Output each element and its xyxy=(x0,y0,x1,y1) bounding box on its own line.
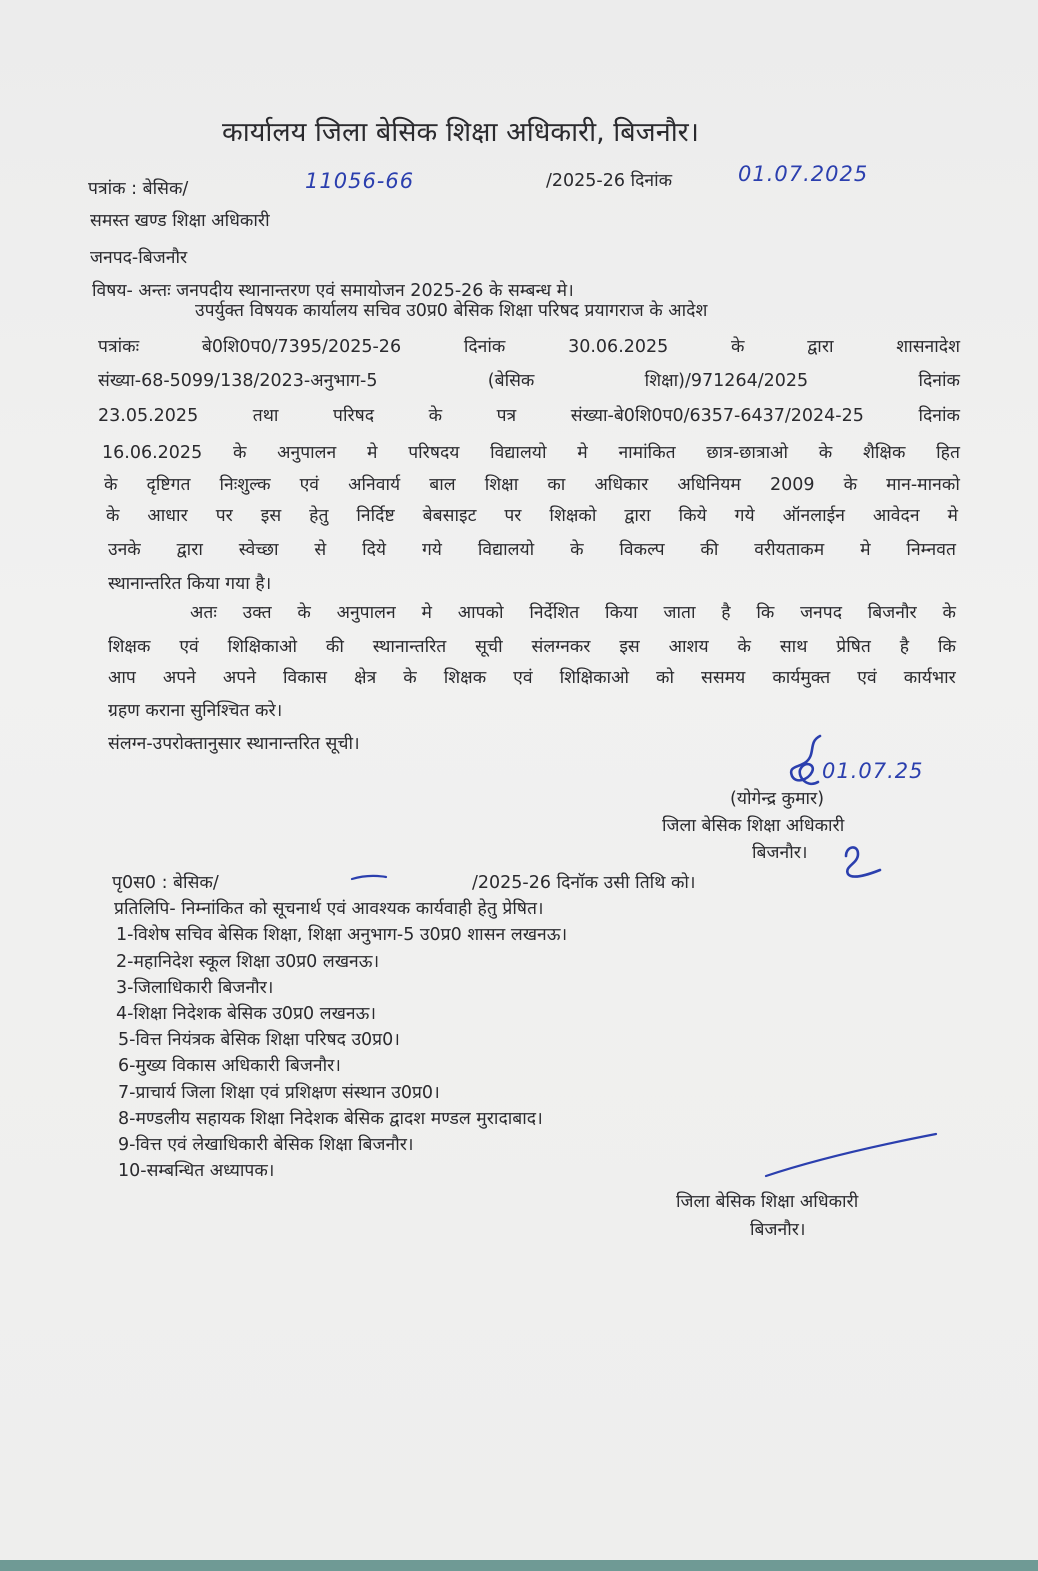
signatory-place: बिजनौर। xyxy=(752,843,808,863)
body-word: शिक्षको xyxy=(549,506,597,526)
ref-number-handwritten: 11056-66 xyxy=(305,169,415,193)
body-word: द्वारा xyxy=(176,540,203,560)
body-word: दिनांक xyxy=(918,371,960,391)
body-word: बाल xyxy=(429,475,456,495)
footer-signature-stroke xyxy=(764,1130,940,1180)
body-word: निर्देशित xyxy=(529,603,580,623)
body-word: विकास xyxy=(282,668,328,688)
bottom-edge-strip xyxy=(0,1560,1038,1571)
body-word: शिक्षिकाओ xyxy=(559,668,629,688)
body-line xyxy=(102,442,960,464)
body-word: संख्या-बे0शि0प0/6357-6437/2024-25 xyxy=(570,406,864,426)
body-line xyxy=(98,336,960,358)
body-word: शिक्षक xyxy=(108,637,151,657)
body-word: आशय xyxy=(668,637,709,657)
body-word: हेतु xyxy=(309,506,329,526)
body-word: इस xyxy=(619,637,640,657)
body-word: पत्रांकः xyxy=(98,337,140,357)
body-word: किये xyxy=(678,506,707,526)
body-word: शासनादेश xyxy=(896,337,960,357)
body-word: बिजनौर xyxy=(867,603,917,623)
body-word: तथा xyxy=(252,406,279,426)
body-word: उनके xyxy=(108,540,141,560)
body-word: अपने xyxy=(222,668,256,688)
office-title: कार्यालय जिला बेसिक शिक्षा अधिकारी, बिजनौर। xyxy=(222,117,699,148)
body-word: निम्नवत xyxy=(906,540,956,560)
body-word: द्वारा xyxy=(807,337,834,357)
body-line xyxy=(106,505,958,527)
body-word: प्रेषित xyxy=(836,637,871,657)
body-word: है xyxy=(721,603,731,623)
body-word: आधार xyxy=(147,506,188,526)
body-word: के xyxy=(403,668,417,688)
body-word: से xyxy=(314,540,327,560)
body-word: है xyxy=(899,637,910,657)
body-word: की xyxy=(325,637,344,657)
body-word: के xyxy=(570,540,584,560)
recipient-item: 9-वित्त एवं लेखाधिकारी बेसिक शिक्षा बिजनौर। xyxy=(118,1135,414,1155)
body-word: द्वारा xyxy=(624,506,651,526)
body-line xyxy=(104,474,960,496)
recipient-item: 5-वित्त नियंत्रक बेसिक शिक्षा परिषद उ0प्र0। xyxy=(118,1030,400,1050)
body-word: मे xyxy=(860,540,871,560)
body-word: शिक्षक xyxy=(443,668,487,688)
initial-scribble xyxy=(836,834,888,884)
body-word: मान-मानको xyxy=(886,475,960,495)
body-word: कि xyxy=(756,603,775,623)
body-word: दिये xyxy=(362,540,387,560)
body-word: दिनांक xyxy=(463,337,506,357)
body-word: जाता xyxy=(663,603,696,623)
body-word: आप xyxy=(108,668,136,688)
body-word: अपने xyxy=(162,668,196,688)
body-word: एवं xyxy=(299,475,320,495)
body-line xyxy=(98,370,960,392)
date-handwritten: 01.07.2025 xyxy=(738,162,869,186)
body-word: के xyxy=(106,506,120,526)
body-word: मे xyxy=(421,603,432,623)
body-word: क्षेत्र xyxy=(354,668,377,688)
body-word: के xyxy=(232,443,247,463)
body-word: के xyxy=(297,603,311,623)
body-word: कि xyxy=(937,637,956,657)
body-line xyxy=(98,405,960,427)
body-word: उपर्युक्त विषयक कार्यालय सचिव उ0प्र0 बेसिक शिक्षा परिषद प्रयागराज के आदेश xyxy=(195,301,708,321)
body-word: मे xyxy=(947,506,958,526)
body-word: गये xyxy=(421,540,442,560)
body-word: ग्रहण कराना सुनिश्चित करे। xyxy=(108,701,283,721)
body-word: के xyxy=(942,603,956,623)
body-word: का xyxy=(547,475,566,495)
body-word: एवं xyxy=(179,637,199,657)
recipient-item: 1-विशेष सचिव बेसिक शिक्षा, शिक्षा अनुभाग-5 उ0प्र0 शासन लखनऊ। xyxy=(116,925,568,945)
body-line xyxy=(108,667,956,689)
body-word: के xyxy=(731,337,745,357)
body-word: अधिकार xyxy=(594,475,649,495)
body-word: के xyxy=(428,406,443,426)
body-word: वरीयताकम xyxy=(754,540,825,560)
body-word: सूची xyxy=(475,637,503,657)
body-word: नामांकित xyxy=(618,443,676,463)
body-word: अनुपालन xyxy=(277,443,337,463)
body-word: अधिनियम xyxy=(677,475,741,495)
body-word: हित xyxy=(936,443,960,463)
body-word: मे xyxy=(367,443,378,463)
signatory-designation: जिला बेसिक शिक्षा अधिकारी xyxy=(662,816,845,836)
body-word: विकल्प xyxy=(619,540,665,560)
body-word: स्थानान्तरित xyxy=(372,637,447,657)
recipient-item: 6-मुख्य विकास अधिकारी बिजनौर। xyxy=(118,1056,341,1076)
body-word: उक्त xyxy=(242,603,272,623)
addressee-line2: जनपद-बिजनौर xyxy=(90,248,188,268)
body-word: साथ xyxy=(779,637,808,657)
body-word: अनिवार्य xyxy=(348,475,401,495)
body-line xyxy=(108,636,956,658)
body-line xyxy=(108,700,282,722)
body-line xyxy=(195,300,707,322)
body-word: कार्यमुक्त xyxy=(772,668,831,688)
body-word: शिक्षिकाओ xyxy=(227,637,298,657)
body-word: परिषदय xyxy=(408,443,460,463)
ref-year-date-label: /2025-26 दिनांक xyxy=(546,171,673,191)
body-word: ससमय xyxy=(701,668,746,688)
body-word: दृष्टिगत xyxy=(146,475,191,495)
body-word: (बेसिक xyxy=(487,371,535,391)
body-word: संख्या-68-5099/138/2023-अनुभाग-5 xyxy=(98,371,378,391)
body-word: एवं xyxy=(857,668,877,688)
body-word: विद्यालयो xyxy=(490,443,547,463)
body-word: 2009 xyxy=(769,475,815,495)
body-word: शैक्षिक xyxy=(862,443,906,463)
recipient-item: 7-प्राचार्य जिला शिक्षा एवं प्रशिक्षण संस्थान उ0प्र0। xyxy=(118,1083,440,1103)
body-word: दिनांक xyxy=(918,406,960,426)
body-word: मे xyxy=(577,443,588,463)
blank-dash-scribble xyxy=(350,872,388,884)
body-word: 16.06.2025 xyxy=(102,443,203,463)
copy-intro: प्रतिलिपि- निम्नांकित को सूचनार्थ एवं आवश्यक कार्यवाही हेतु प्रेषित। xyxy=(114,899,544,919)
body-word: किया xyxy=(605,603,638,623)
body-word: के xyxy=(843,475,858,495)
body-word: बे0शि0प0/7395/2025-26 xyxy=(201,337,402,357)
body-word: निर्दिष्ट xyxy=(356,506,395,526)
body-word: स्वेच्छा xyxy=(238,540,279,560)
body-word: शिक्षा)/971264/2025 xyxy=(644,371,809,391)
ref-prefix: पत्रांक : बेसिक/ xyxy=(88,179,189,199)
recipient-item: 3-जिलाधिकारी बिजनौर। xyxy=(116,978,274,998)
body-line xyxy=(190,602,956,624)
body-word: परिषद xyxy=(333,406,375,426)
recipient-item: 10-सम्बन्धित अध्यापक। xyxy=(118,1161,275,1181)
body-word: पत्र xyxy=(496,406,517,426)
signatory-name: (योगेन्द्र कुमार) xyxy=(730,789,825,809)
body-word: गये xyxy=(734,506,755,526)
body-word: के xyxy=(818,443,833,463)
body-word: स्थानान्तरित किया गया है। xyxy=(108,574,272,594)
body-word: की xyxy=(700,540,719,560)
body-word: ऑनलाईन xyxy=(782,506,845,526)
endorsement-ref-prefix: पृ0स0 : बेसिक/ xyxy=(112,873,219,893)
body-word: संलग्नकर xyxy=(531,637,591,657)
addressee-line1: समस्त खण्ड शिक्षा अधिकारी xyxy=(90,211,270,231)
body-word: छात्र-छात्राओ xyxy=(706,443,789,463)
footer-designation: जिला बेसिक शिक्षा अधिकारी xyxy=(676,1192,859,1212)
body-line xyxy=(108,573,271,595)
body-word: 30.06.2025 xyxy=(568,337,669,357)
body-word: इस xyxy=(260,506,282,526)
enclosure-line: संलग्न-उपरोक्तानुसार स्थानान्तरित सूची। xyxy=(108,734,360,754)
body-line xyxy=(108,539,956,561)
subject-line: विषय- अन्तः जनपदीय स्थानान्तरण एवं समायोजन 2025-26 के सम्बन्ध मे। xyxy=(92,281,574,301)
recipient-item: 4-शिक्षा निदेशक बेसिक उ0प्र0 लखनऊ। xyxy=(116,1004,376,1024)
body-word: को xyxy=(656,668,674,688)
body-word: एवं xyxy=(513,668,533,688)
body-word: जनपद xyxy=(800,603,842,623)
recipient-item: 2-महानिदेश स्कूल शिक्षा उ0प्र0 लखनऊ। xyxy=(116,952,380,972)
recipient-item: 8-मण्डलीय सहायक शिक्षा निदेशक बेसिक द्वादश मण्डल मुरादाबाद। xyxy=(118,1109,543,1129)
body-word: विद्यालयो xyxy=(477,540,535,560)
body-word: आवेदन xyxy=(872,506,920,526)
body-word: पर xyxy=(504,506,522,526)
body-word: पर xyxy=(215,506,233,526)
body-word: शिक्षा xyxy=(484,475,519,495)
signature-date-handwritten: 01.07.25 xyxy=(822,759,924,783)
body-word: के xyxy=(104,475,118,495)
body-word: के xyxy=(737,637,751,657)
body-word: कार्यभार xyxy=(903,668,956,688)
body-word: बेबसाइट xyxy=(422,506,477,526)
footer-place: बिजनौर। xyxy=(750,1220,806,1240)
body-word: निःशुल्क xyxy=(219,475,271,495)
body-word: आपको xyxy=(457,603,504,623)
body-word: अतः xyxy=(190,603,217,623)
body-word: अनुपालन xyxy=(336,603,396,623)
endorsement-ref-suffix: /2025-26 दिनॉक उसी तिथि को। xyxy=(472,873,696,893)
body-word: 23.05.2025 xyxy=(98,406,199,426)
